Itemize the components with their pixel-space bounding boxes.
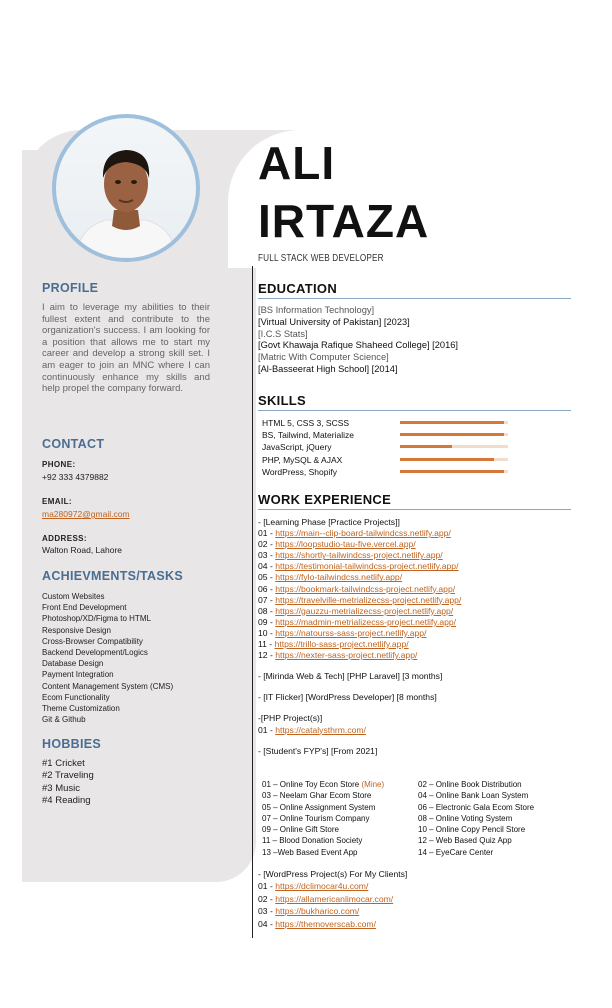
skill-row	[262, 455, 512, 467]
hobbies-heading: HOBBIES	[42, 737, 102, 751]
fyp-item: 13 –Web Based Event App	[262, 847, 358, 857]
address-value: Walton Road, Lahore	[42, 545, 123, 555]
skill-bar-fill	[400, 458, 494, 461]
institution-line: [Virtual University of Pakistan] [2023]	[258, 316, 410, 327]
project-link-row	[258, 595, 588, 606]
address-label: ADDRESS:	[42, 534, 87, 543]
achievements-list	[42, 591, 173, 725]
link-number: 04 -	[258, 918, 276, 929]
list-item	[262, 824, 572, 835]
work-heading: WORK EXPERIENCE	[258, 492, 392, 507]
skill-bar-track	[400, 421, 508, 424]
divider	[258, 298, 571, 299]
skill-row	[262, 430, 512, 442]
skill-label: WordPress, Shopify	[262, 466, 337, 477]
list-item: Front End Development	[42, 603, 127, 613]
profile-summary: I aim to leverage my abilities to their fullest extent and contribute to the organization's success. I am looking for a position that allows me to start my career and develop a strong skill set. I am eager to join an MNC where I can continuously enhance my skills and help propel the company forward.	[42, 302, 210, 395]
link-number: 01 -	[258, 528, 276, 539]
project-link-row	[258, 550, 588, 561]
fyp-item: 05 – Online Assignment System	[262, 802, 376, 812]
list-item	[262, 790, 572, 801]
skill-row	[262, 467, 512, 479]
education-list	[258, 305, 458, 376]
skill-bar-fill	[400, 433, 504, 436]
list-item: Git & Github	[42, 715, 86, 725]
job-mirinda: - [Mirinda Web & Tech] [PHP Laravel] [3 months]	[258, 671, 443, 682]
first-name: ALI	[258, 137, 336, 189]
list-item: #4 Reading	[42, 795, 91, 807]
list-item: #3 Music	[42, 782, 81, 794]
skill-bar-fill	[400, 445, 452, 448]
email-link[interactable]: ma280972@gmail.com	[42, 509, 130, 519]
project-link[interactable]: https://main--clip-board-tailwindcss.netlify.app/	[275, 528, 451, 539]
degree-line: [I.C.S Stats]	[258, 328, 308, 339]
list-item: Backend Development/Logics	[42, 648, 148, 658]
degree-line: [BS Information Technology]	[258, 305, 375, 315]
skill-label: HTML 5, CSS 3, SCSS	[262, 418, 350, 428]
profile-heading: PROFILE	[42, 281, 99, 295]
project-link-row	[258, 725, 588, 736]
fyp-item: 03 – Neelam Ghar Ecom Store	[262, 791, 372, 801]
contact-heading: CONTACT	[42, 437, 105, 451]
job-title: FULL STACK WEB DEVELOPER	[258, 252, 384, 264]
fyp-item: 07 – Online Tourism Company	[262, 813, 370, 823]
link-number: 10 -	[258, 627, 276, 638]
list-item	[262, 835, 572, 846]
fyp-item: 02 – Online Book Distribution	[418, 780, 522, 789]
link-number: 08 -	[258, 605, 276, 616]
project-link[interactable]: https://nexter-sass-project.netlify.app/	[275, 650, 418, 661]
project-link-row	[258, 893, 407, 905]
project-link-row	[258, 584, 588, 595]
learning-title: - [Learning Phase [Practice Projects]]	[258, 517, 400, 527]
institution-line: [Al-Basseerat High School] [2014]	[258, 363, 398, 374]
wp-title: - [WordPress Project(s) For My Clients]	[258, 869, 408, 879]
email-label: EMAIL:	[42, 497, 72, 506]
degree-line: [Matric With Computer Science]	[258, 352, 389, 363]
project-link-row	[258, 628, 588, 639]
fyp-list	[262, 779, 572, 858]
list-item: Theme Customization	[42, 704, 120, 714]
project-link-row	[258, 572, 588, 583]
skill-row	[262, 418, 512, 430]
skill-bar-track	[400, 470, 508, 473]
job-itflicker: - [IT Flicker] [WordPress Developer] [8 months]	[258, 692, 437, 703]
link-number: 02 -	[258, 893, 276, 904]
list-item	[262, 813, 572, 824]
skills-heading: SKILLS	[258, 393, 307, 408]
skills-list	[262, 418, 512, 479]
list-item	[262, 847, 572, 858]
list-item: Payment Integration	[42, 670, 114, 680]
project-link[interactable]: https://gauzzu-metrializecss-project.netlify.app/	[275, 605, 454, 616]
project-link[interactable]: https://bukharico.com/	[275, 906, 360, 917]
project-link[interactable]: https://bookmark-tailwindcss-project.netlify.app/	[275, 583, 456, 594]
skill-bar-track	[400, 445, 508, 448]
divider	[258, 410, 571, 411]
fyp-item: 14 – EyeCare Center	[418, 847, 494, 857]
education-heading: EDUCATION	[258, 281, 338, 296]
project-link[interactable]: https://catalysthrm.com/	[275, 724, 366, 735]
link-number: 11 -	[258, 639, 275, 650]
skill-bar-fill	[400, 470, 504, 473]
skill-label: BS, Tailwind, Materialize	[262, 430, 354, 441]
link-number: 01 -	[258, 724, 276, 735]
project-link-row	[258, 606, 588, 617]
institution-line: [Govt Khawaja Rafique Shaheed College] [2016]	[258, 340, 459, 351]
link-number: 07 -	[258, 594, 276, 605]
link-number: 04 -	[258, 561, 276, 572]
list-item: Responsive Design	[42, 625, 111, 635]
project-link-row	[258, 918, 407, 930]
divider	[258, 509, 571, 510]
fyp-item: 09 – Online Gift Store	[262, 825, 339, 835]
project-link-row	[258, 639, 588, 650]
link-number: 01 -	[258, 881, 276, 892]
project-link[interactable]: https://loopstudio-tau-five.vercel.app/	[275, 539, 416, 550]
list-item: Ecom Functionality	[42, 692, 110, 702]
project-link-row	[258, 539, 588, 550]
fyp-item: 11 – Blood Donation Society	[262, 836, 363, 846]
project-link-row	[258, 561, 588, 572]
link-number: 12 -	[258, 650, 276, 661]
fyp-item: 06 – Electronic Gala Ecom Store	[418, 802, 535, 812]
avatar-portrait-icon	[56, 118, 196, 258]
project-link[interactable]: https://fylo-tailwindcss.netlify.app/	[275, 572, 403, 583]
list-item: Custom Websites	[42, 592, 105, 601]
link-number: 02 -	[258, 539, 276, 550]
php-title: -[PHP Project(s)]	[258, 713, 323, 724]
fyp-item: 08 – Online Voting System	[418, 813, 513, 823]
link-number: 06 -	[258, 583, 276, 594]
project-link[interactable]: https://shortly-tailwindcss-project.netlify.app/	[275, 550, 443, 561]
skill-bar-track	[400, 433, 508, 436]
link-number: 09 -	[258, 616, 276, 627]
skill-bar-track	[400, 458, 508, 461]
fyp-item: 10 – Online Copy Pencil Store	[418, 825, 526, 835]
list-item	[262, 802, 572, 813]
last-name: IRTAZA	[258, 195, 430, 247]
column-divider	[252, 266, 253, 938]
project-link[interactable]: https://themoverscab.com/	[275, 918, 376, 929]
project-link[interactable]: https://madmin-metrializecss-project.netlify.app/	[275, 616, 457, 627]
project-link-row	[258, 528, 588, 539]
skill-bar-fill	[400, 421, 504, 424]
phone-label: PHONE:	[42, 460, 76, 469]
skill-row	[262, 442, 512, 454]
link-number: 05 -	[258, 572, 276, 583]
list-item: #1 Cricket	[42, 758, 85, 769]
project-link[interactable]: https://testimonial-tailwindcss-project.netlify.app/	[275, 561, 459, 572]
project-link[interactable]: https://natourss-sass-project.netlify.app/	[275, 627, 427, 638]
link-number: 03 -	[258, 550, 276, 561]
list-item: Cross-Browser Compatibility	[42, 636, 143, 646]
project-link[interactable]: https://dclimocar4u.com/	[275, 881, 369, 892]
fyp-title: - [Student's FYP's] [From 2021]	[258, 745, 378, 756]
project-link-row	[258, 650, 588, 661]
wordpress-projects	[258, 868, 407, 930]
project-link-row	[258, 880, 407, 892]
project-link[interactable]: https://travelville-metrializecss-project.netlify.app/	[275, 594, 462, 605]
skill-label: JavaScript, jQuery	[262, 442, 332, 453]
project-link[interactable]: https://allamericanlimocar.com/	[275, 893, 394, 904]
profile-photo	[52, 114, 200, 262]
list-item: #2 Traveling	[42, 770, 94, 782]
phone-value: +92 333 4379882	[42, 472, 109, 482]
achievements-heading: ACHIEVMENTS/TASKS	[42, 569, 183, 583]
list-item	[262, 779, 572, 790]
project-link-row	[258, 905, 407, 917]
list-item: Database Design	[42, 659, 104, 669]
hobbies-list	[42, 758, 94, 808]
list-item: Content Management System (CMS)	[42, 681, 174, 691]
mine-badge: (Mine)	[361, 780, 385, 789]
fyp-item: 12 – Web Based Quiz App	[418, 836, 512, 846]
skill-label: PHP, MySQL & AJAX	[262, 454, 343, 465]
fyp-item: 04 – Online Bank Loan System	[418, 791, 529, 801]
list-item: Photoshop/XD/Figma to HTML	[42, 614, 151, 624]
work-experience	[258, 517, 588, 757]
project-link-row	[258, 617, 588, 628]
fyp-item: 01 – Online Toy Econ Store	[262, 780, 360, 789]
project-link[interactable]: https://trillo-sass-project.netlify.app/	[274, 639, 409, 650]
link-number: 03 -	[258, 906, 276, 917]
